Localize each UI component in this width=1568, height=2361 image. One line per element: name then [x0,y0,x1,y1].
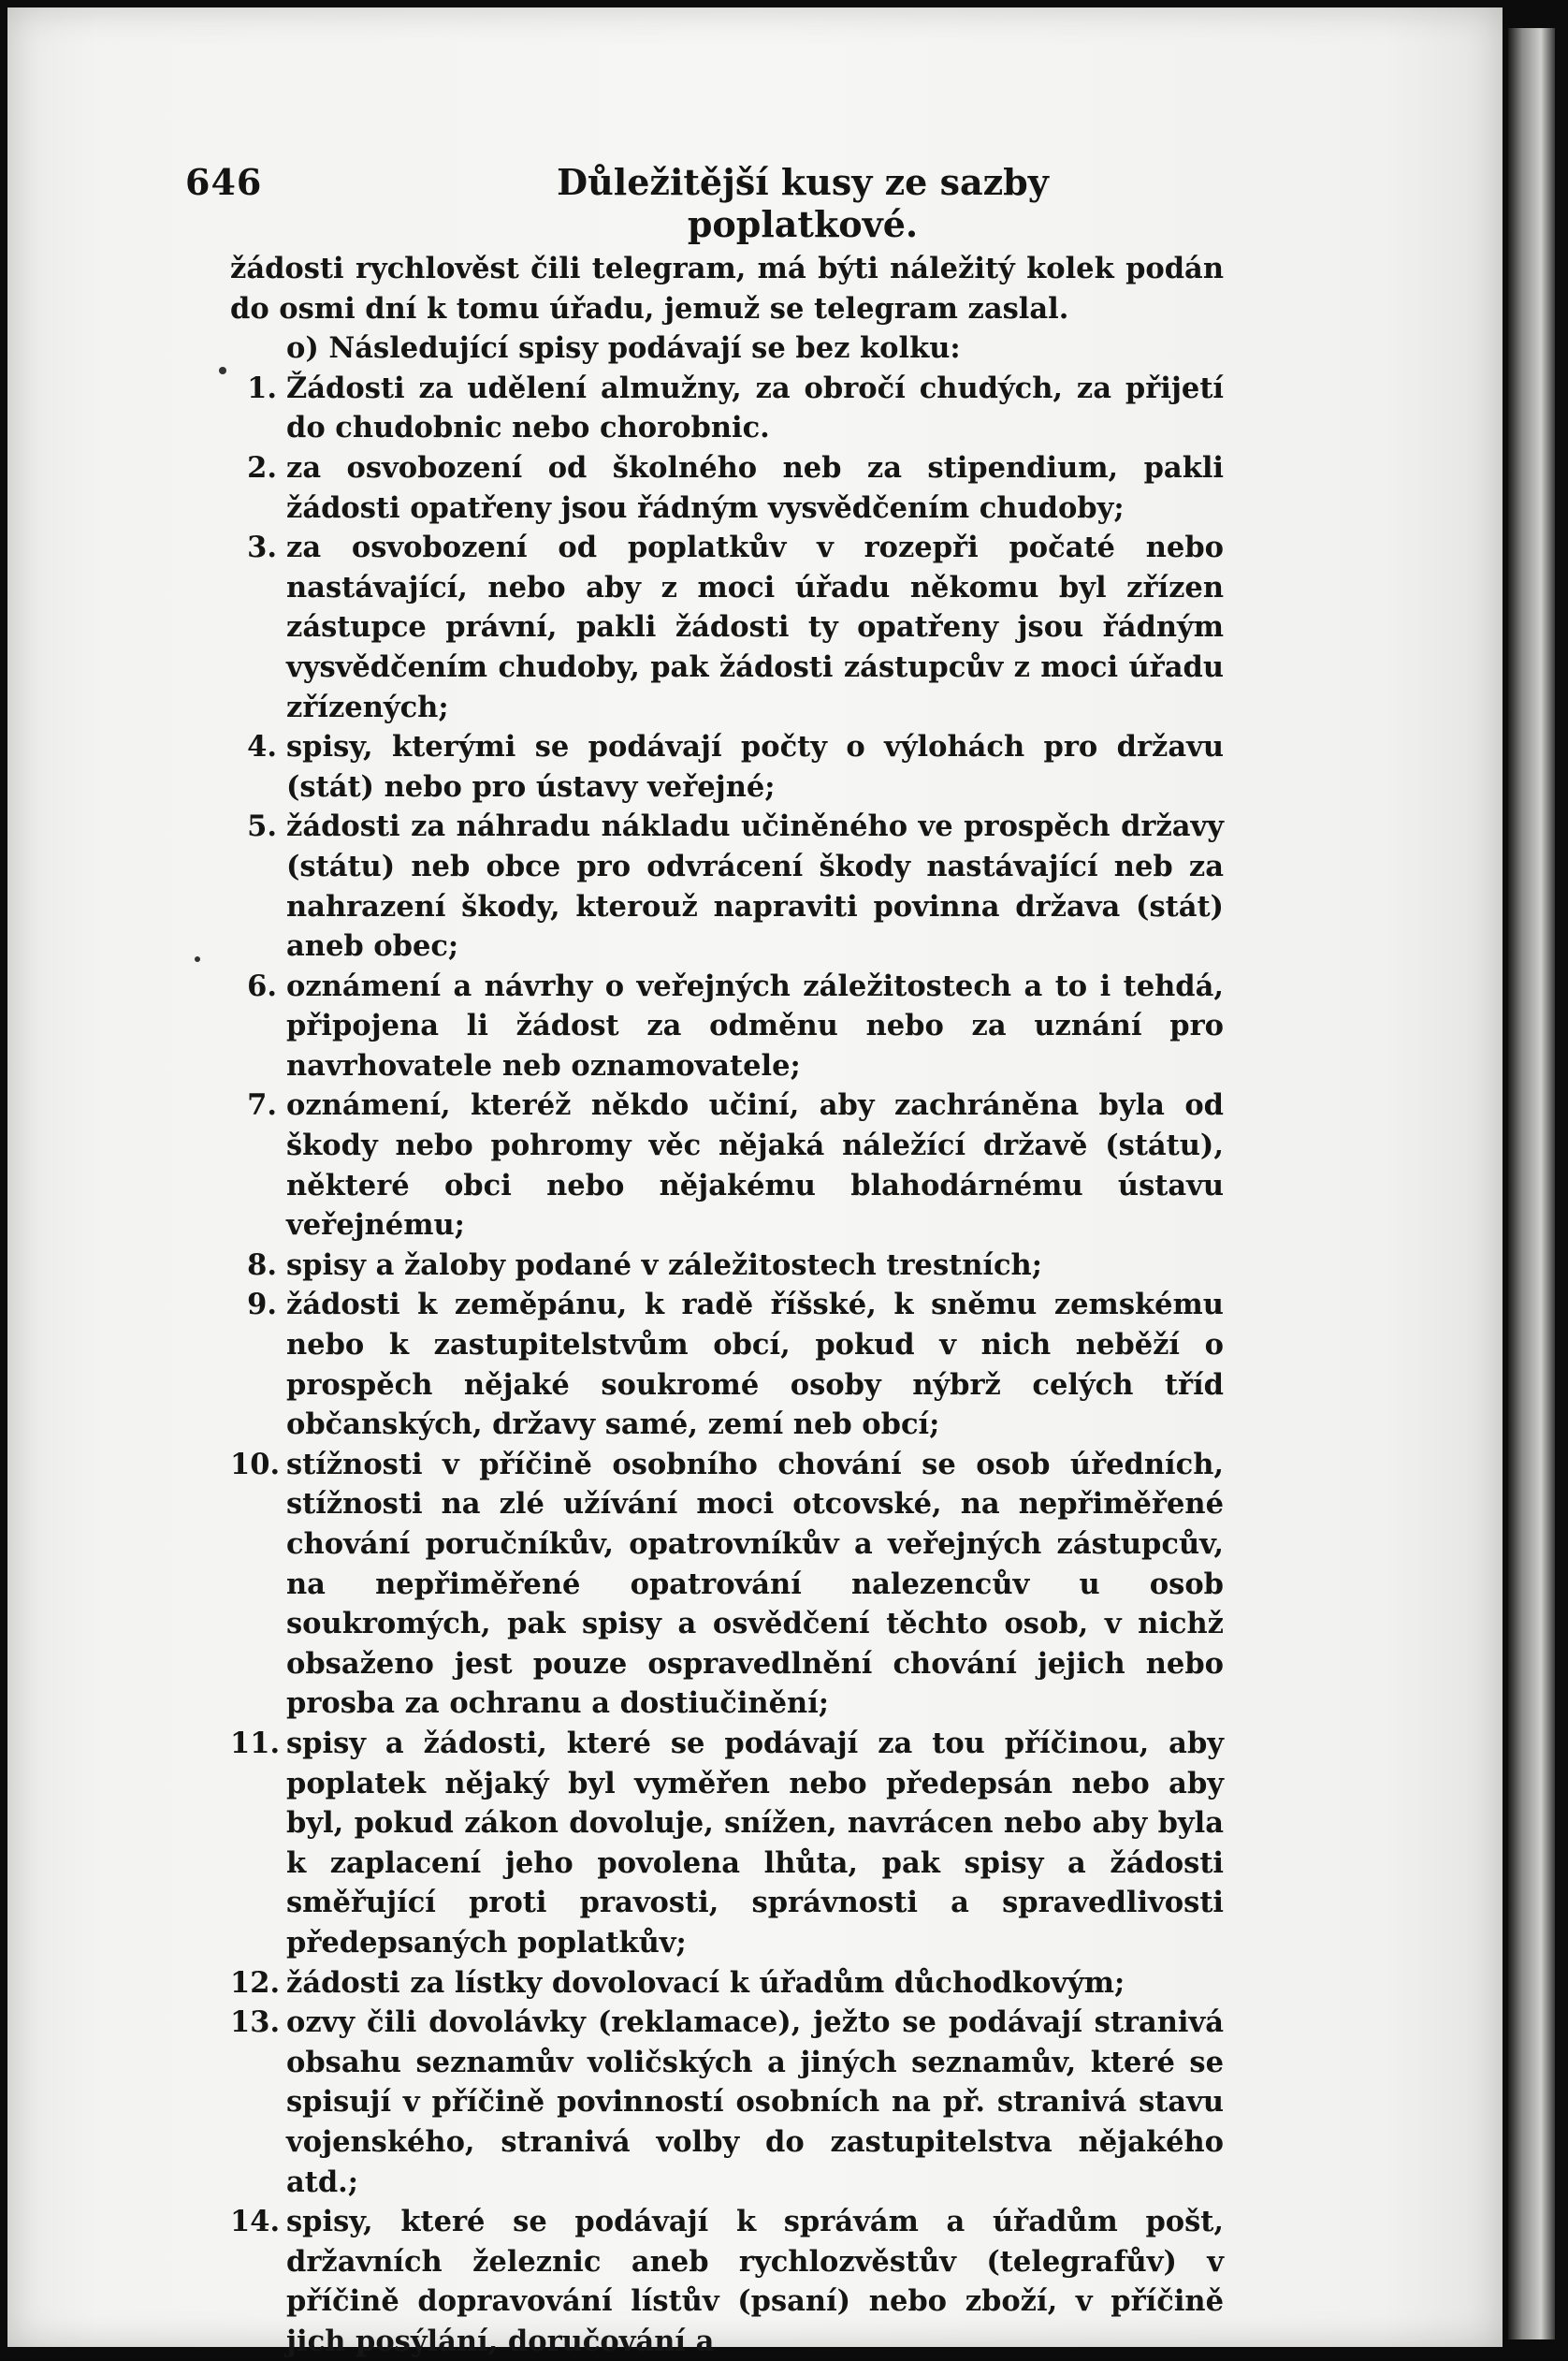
running-header [185,161,1233,245]
adjacent-page-edge [1508,28,1555,2339]
item-text: žádosti za lístky dovolovací k úřadům důchodkovým; [286,1965,1125,2000]
list-item [230,1246,1224,1286]
list-item [230,2003,1224,2202]
item-text: za osvobození od poplatkův v rozepři počaté nebo nastávající, nebo aby z moci úřadu někomu byl zřízen zástupce právní, pakli žádosti ty opatřeny jsou řádným vysvědčením chudoby, pak žádosti zástupcův z moci úřadu zřízených; [286,531,1224,724]
list-item [230,1086,1224,1245]
item-text: za osvobození od školného neb za stipendium, pakli žádosti opatřeny jsou řádným vysvědčením chudoby; [286,450,1224,525]
item-number: 7. [247,1088,277,1123]
item-text: stížnosti v příčině osobního chování se osob úředních, stížnosti na zlé užívání moci otcovské, na nepřiměřené chování poručníkův, opatrovníkův a veřejných zástupcův, na nepřiměřené opatrování nalezencův u osob soukromých, pak spisy a osvědčení těchto osob, v nichž obsaženo jest pouze ospravedlnění chování jejich nebo prosba za ochranu a dostiučinění; [286,1447,1224,1721]
list-item [230,528,1224,727]
item-text: oznámení a návrhy o veřejných záležitostech a to i tehdá, připojena li žádost za odměnu nebo za uznání pro navrhovatele neb oznamovatele; [286,969,1224,1083]
list-item [230,1963,1224,2004]
item-number: 14. [230,2205,281,2239]
exemption-list [230,369,1224,2361]
item-text: žádosti k zeměpánu, k radě říšské, k sněmu zemskému nebo k zastupitelstvům obcí, pokud v nich neběží o prospěch nějaké soukromé osoby nýbrž celých tříd občanských, državy samé, zemí neb obcí; [286,1288,1224,1442]
item-text: spisy, které se podávají k správám a úřadům pošt, državních železnic aneb rychlozvěstův (telegrafův) v příčině dopravování lístův (psaní) nebo zboží, v příčině jich posýlání, doručování a [286,2205,1224,2358]
page-number: 646 [185,161,263,203]
print-speck [195,956,200,962]
list-item [230,1445,1224,1724]
item-number: 6. [247,969,277,1003]
item-text: oznámení, kteréž někdo učiní, aby zachráněna byla od škody nebo pohromy věc nějaká náležící državě (státu), některé obci nebo nějakému blahodárnému ústavu veřejnému; [286,1088,1224,1243]
running-title: Důležitější kusy ze sazby poplatkové. [557,161,1049,245]
list-item [230,807,1224,966]
list-item [230,369,1224,448]
item-number: 10. [230,1447,281,1481]
item-number: 1. [247,371,277,405]
item-number: 9. [247,1288,277,1322]
item-number: 12. [230,1965,281,2000]
item-text: ozvy čili dovolávky (reklamace), ježto se podávají stranivá obsahu seznamův voličských a jiných seznamův, které se spisují v příčině povinností osobních na př. stranivá stavu vojenského, stranivá volby do zastupitelstva nějakého atd.; [286,2005,1224,2199]
item-number: 11. [230,1726,281,1760]
item-text: spisy, kterými se podávají počty o výlohách pro državu (stát) nebo pro ústavy veřejné; [286,730,1224,804]
continued-paragraph: žádosti rychlověst čili telegram, má býti náležitý kolek podán do osmi dní k tomu úřadu, jemuž se telegram zaslal. [230,252,1224,326]
item-text: spisy a žaloby podané v záležitostech trestních; [286,1247,1042,1282]
list-item [230,1724,1224,1963]
item-number: 2. [247,450,277,485]
item-number: 4. [247,730,277,765]
section-heading: o) Následující spisy podávají se bez kolku: [286,331,961,366]
item-number: 5. [247,809,277,844]
list-item [230,1285,1224,1444]
list-item [230,727,1224,807]
list-item [230,2202,1224,2361]
item-number: 8. [247,1247,277,1282]
list-item [230,967,1224,1086]
list-item [230,448,1224,528]
item-number: 3. [247,531,277,565]
item-text: Žádosti za udělení almužny, za obročí chudých, za přijetí do chudobnic nebo chorobnic. [286,371,1224,445]
item-number: 13. [230,2005,281,2040]
print-speck [219,367,226,374]
item-text: žádosti za náhradu nákladu učiněného ve prospěch državy (státu) neb obce pro odvrácení škody nastávající neb za nahrazení škody, kterouž napraviti povinna država (stát) aneb obec; [286,809,1224,964]
item-text: spisy a žádosti, které se podávají za tou příčinou, aby poplatek nějaký byl vyměřen nebo předepsán nebo aby byl, pokud zákon dovoluje, snížen, navrácen nebo aby byla k zaplacení jeho povolena lhůta, pak spisy a žádosti směřující proti pravosti, správnosti a spravedlivosti předepsaných poplatkův; [286,1726,1224,1960]
page-body [230,249,1224,2361]
